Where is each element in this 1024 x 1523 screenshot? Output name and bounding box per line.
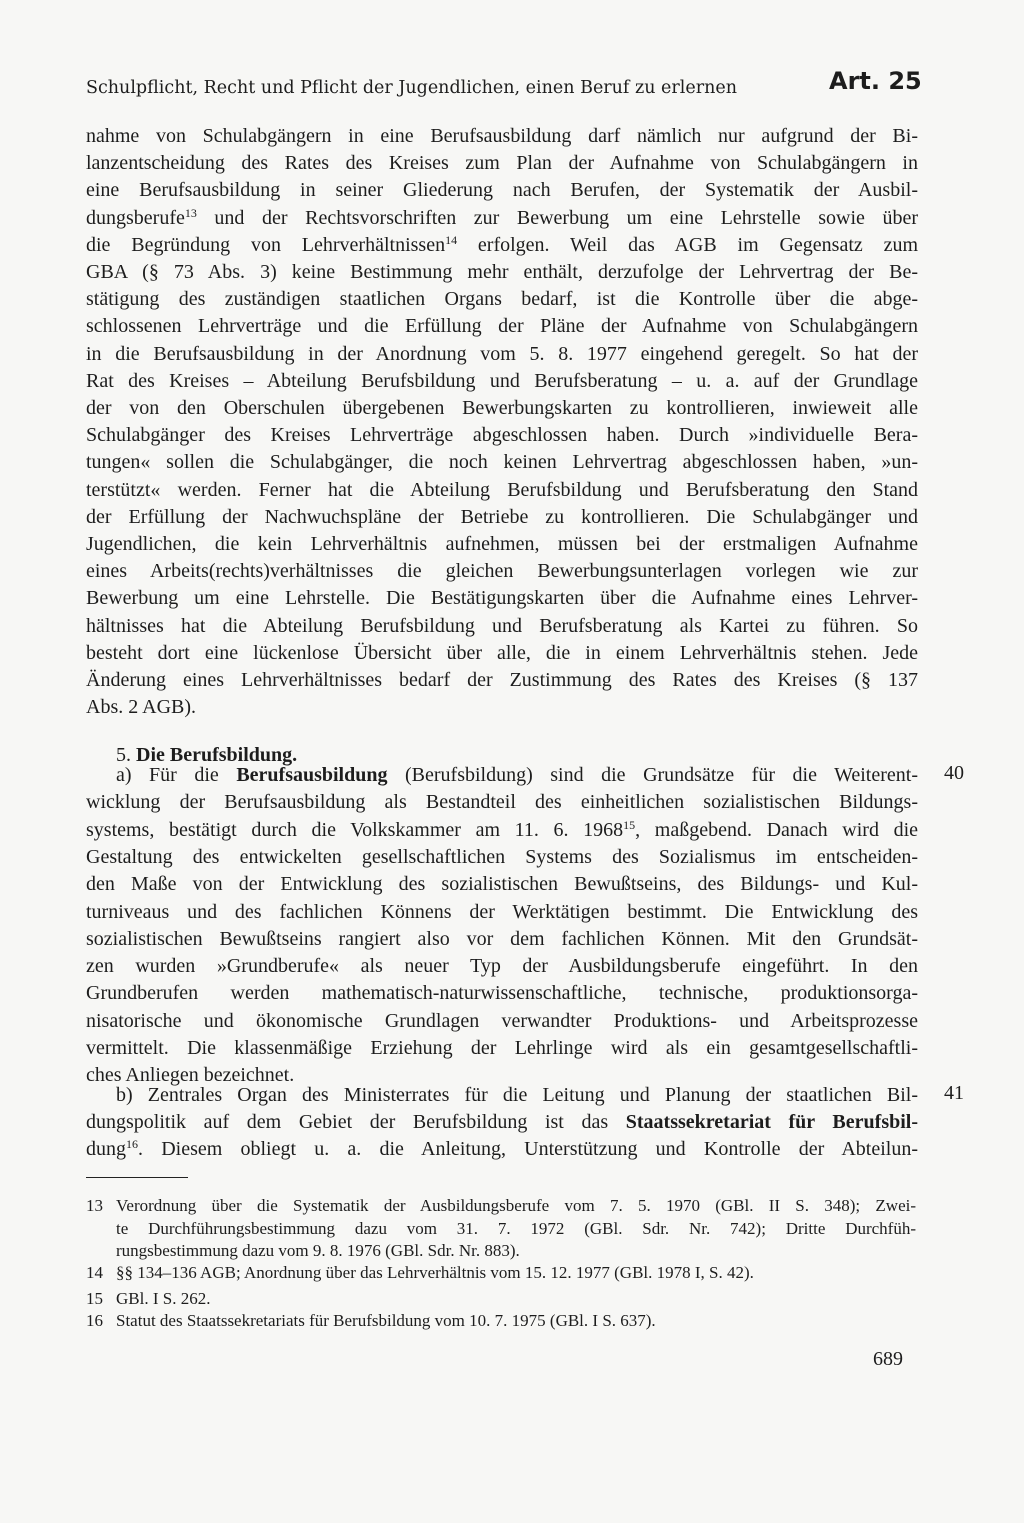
margin-number-41: 41 [944, 1082, 964, 1104]
footnote-line [86, 1288, 918, 1310]
section-number: 5. [116, 744, 131, 766]
text-line: systems, bestätigt durch die Volkskammer am 11. 6. 1968$^{15}$, maßgebend. Danach wird die [86, 817, 918, 841]
text-line: der von den Oberschulen übergebenen Bewerbungskarten zu kontrollieren, inwieweit alle [86, 397, 918, 419]
page-number: 689 [873, 1348, 903, 1370]
text-line: schlossenen Lehrverträge und die Erfüllung der Pläne der Aufnahme von Schulabgängern [86, 315, 918, 338]
text-line: Änderung eines Lehrverhältnisses bedarf der Zustimmung des Rates des Kreises (§ 137 [86, 669, 918, 691]
footnote-line [86, 1240, 918, 1262]
text-line: Rat des Kreises – Abteilung Berufsbildung und Berufsberatung – u. a. auf der Grundlage [86, 369, 918, 392]
text-line: GBA (§ 73 Abs. 3) keine Bestimmung mehr enthält, derzufolge der Lehrvertrag der Be- [86, 261, 918, 283]
footnote-separator [86, 1177, 188, 1178]
text-line: die Begründung von Lehrverhältnissen$^{14}$ erfolgen. Weil das AGB im Gegensatz zum [86, 232, 919, 256]
footnote-ref: 16 [126, 1137, 138, 1152]
footnote-ref: 13 [184, 205, 197, 220]
section-title: Die Berufsbildung. [136, 744, 298, 766]
footnote-line [86, 1195, 918, 1217]
text-line: stätigung des zuständigen staatlichen Organs bedarf, ist die Kontrolle über die abge- [86, 288, 918, 311]
text-line: wicklung der Berufsausbildung als Bestandteil des einheitlichen sozialistischen Bildungs- [86, 791, 918, 814]
text-line: terstützt« werden. Ferner hat die Abteilung Berufsbildung und Berufsberatung den Stand [86, 478, 918, 501]
footnote-text: Statut des Staatssekretariats für Berufsbildung vom 10. 7. 1975 (GBl. I S. 637). [116, 1311, 656, 1330]
footnote-line [86, 1310, 918, 1332]
footnote-ref: 14 [445, 232, 458, 247]
text-line: ches Anliegen bezeichnet. [86, 1064, 295, 1087]
text-line: den Maße von der Entwicklung des sozialistischen Bewußtseins, des Bildungs- und Kul- [86, 873, 918, 896]
text-line: Schulabgänger des Kreises Lehrverträge abgeschlossen haben. Durch »individuelle Bera- [86, 424, 918, 447]
footnote-number: 14 [86, 1263, 103, 1282]
footnote-ref: 15 [623, 817, 636, 832]
footnote-line [86, 1218, 918, 1240]
text-line: nahme von Schulabgängern in eine Berufsausbildung darf nämlich nur aufgrund der Bi- [86, 125, 918, 147]
text-line: besteht dort eine lückenlose Übersicht über alle, die in einem Lehrverhältnis stehen. Jede [86, 641, 918, 664]
footnote-text: Verordnung über die Systematik der Ausbildungsberufe vom 7. 5. 1970 (GBl. II S. 348); Zwei- [116, 1196, 916, 1215]
text-line: sozialistischen Bewußtseins rangiert also vor dem fachlichen Können. Mit den Grundsät- [86, 927, 918, 950]
text-line: hältnisses hat die Abteilung Berufsbildung und Berufsberatung als Kartei zu führen. So [86, 614, 918, 637]
text-line: eines Arbeits(rechts)verhältnisses die gleichen Bewerbungsunterlagen vorlegen wie zur [86, 560, 918, 583]
text-line: Grundberufen werden mathematisch-naturwissenschaftliche, technische, produktionsorga- [86, 982, 918, 1005]
margin-number-40: 40 [944, 762, 964, 784]
emphasis: Berufsausbildung [236, 764, 388, 786]
text-line: tungen« sollen die Schulabgänger, die noch keinen Lehrvertrag abgeschlossen haben, »un- [86, 451, 918, 474]
text-line: turniveaus und des fachlichen Könnens der Werktätigen bestimmt. Die Entwicklung des [86, 900, 918, 923]
text-line: dungspolitik auf dem Gebiet der Berufsbildung ist das Staatssekretariat für Berufsbil- [86, 1111, 918, 1134]
text-line: b) Zentrales Organ des Ministerrates für die Leitung und Planung der staatlichen Bil- [116, 1084, 918, 1106]
text-line: eine Berufsausbildung in seiner Gliederung nach Berufen, der Systematik der Ausbil- [86, 179, 918, 202]
footnote-text: GBl. I S. 262. [116, 1289, 211, 1308]
footnote-number: 16 [86, 1311, 103, 1330]
text-line: in die Berufsausbildung in der Anordnung vom 5. 8. 1977 eingehend geregelt. So hat der [86, 342, 918, 365]
footnote-text: te Durchführungsbestimmung dazu vom 31. 7. 1972 (GBl. Sdr. Nr. 742); Dritte Durchfüh- [116, 1218, 916, 1238]
text-line: Gestaltung des entwickelten gesellschaftlichen Systems des Sozialismus im entscheiden- [86, 845, 918, 868]
article-label: Art. 25 [829, 67, 922, 95]
emphasis: Staatssekretariat für Berufsbil- [625, 1111, 918, 1134]
text-line: dung$^{16}$. Diesem obliegt u. a. die Anleitung, Unterstützung und Kontrolle der Abteilun- [86, 1137, 918, 1161]
footnote-text: rungsbestimmung dazu vom 9. 8. 1976 (GBl. Sdr. Nr. 883). [116, 1241, 520, 1260]
text-line: dungsberufe$^{13}$ und der Rechtsvorschriften zur Bewerbung um eine Lehrstelle sowie über [86, 205, 918, 229]
running-title: Schulpflicht, Recht und Pflicht der Jugendlichen, einen Beruf zu erlernen [86, 78, 737, 98]
text-line: zen wurden »Grundberufe« als neuer Typ der Ausbildungsberufe eingeführt. In den [86, 955, 918, 978]
footnote-text: §§ 134–136 AGB; Anordnung über das Lehrverhältnis vom 15. 12. 1977 (GBl. 1978 I, S. 42). [116, 1263, 754, 1282]
text-line: Jugendlichen, die kein Lehrverhältnis aufnehmen, müssen bei der erstmaligen Aufnahme [86, 533, 918, 555]
text-line: nisatorische und ökonomische Grundlagen verwandter Produktions- und Arbeitsprozesse [86, 1009, 918, 1032]
footnote-line [86, 1262, 918, 1284]
text-line: der Erfüllung der Nachwuchspläne der Betriebe zu kontrollieren. Die Schulabgänger und [86, 505, 918, 528]
footnote-number: 15 [86, 1289, 103, 1308]
text-line: lanzentscheidung des Rates des Kreises zum Plan der Aufnahme von Schulabgängern in [86, 152, 918, 175]
text-line: a) Für die Berufsausbildung (Berufsbildung) sind die Grundsätze für die Weiterent- [116, 764, 918, 786]
text-line: Abs. 2 AGB). [86, 696, 197, 719]
text-line: vermittelt. Die klassenmäßige Erziehung der Lehrlinge wird als ein gesamtgesellschaftli- [86, 1037, 918, 1059]
text-line: Bewerbung um eine Lehrstelle. Die Bestätigungskarten über die Aufnahme eines Lehrver- [86, 587, 918, 610]
footnote-number: 13 [86, 1196, 103, 1215]
